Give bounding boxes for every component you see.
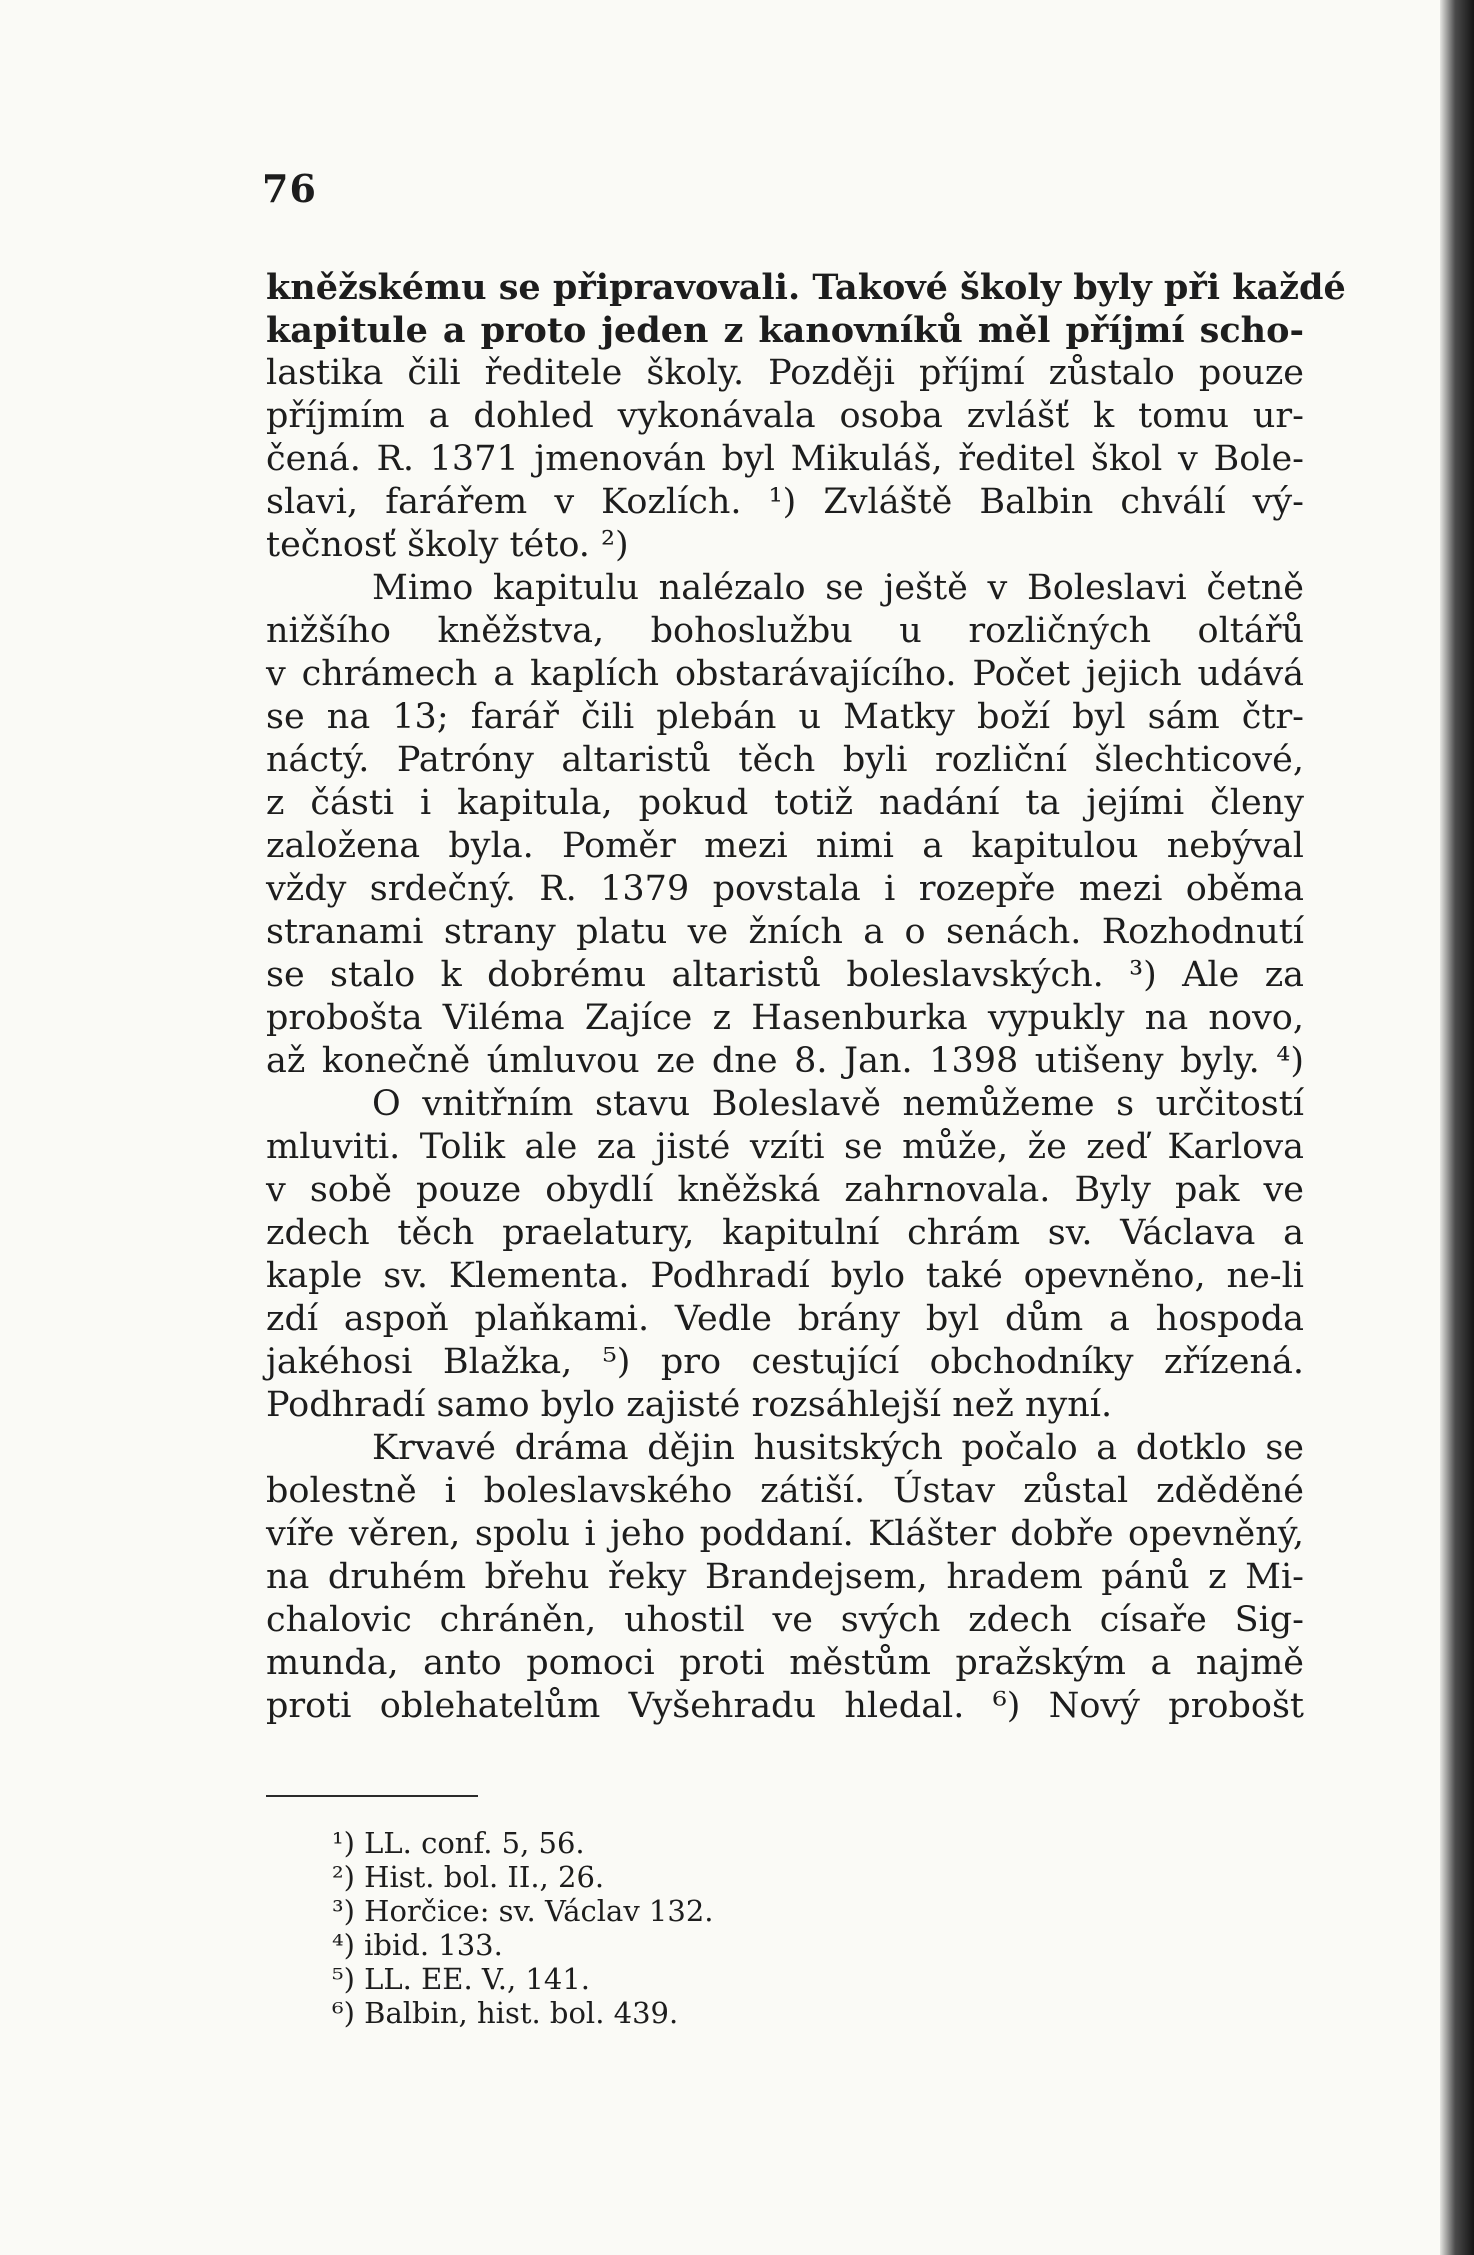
text-line: se stalo k dobrému altaristů boleslavských. ³) Ale za xyxy=(266,955,1304,995)
text-line: lastika čili ředitele školy. Později příjmí zůstalo pouze xyxy=(266,353,1304,393)
footnote: ⁵) LL. EE. V., 141. xyxy=(332,1962,590,1996)
text-line: nižšího kněžstva, bohoslužbu u rozličných oltářů xyxy=(266,611,1304,651)
text-line: Krvavé dráma dějin husitských počalo a dotklo se xyxy=(372,1428,1304,1468)
page-number: 76 xyxy=(262,166,317,211)
text-line: v chrámech a kaplích obstarávajícího. Počet jejich udává xyxy=(266,654,1304,694)
text-line: se na 13; farář čili plebán u Matky boží byl sám čtr- xyxy=(266,697,1304,737)
text-line: kněžskému se připravovali. Takové školy byly při každé xyxy=(266,267,1346,308)
text-line: čená. R. 1371 jmenován byl Mikuláš, ředitel škol v Bole- xyxy=(266,439,1304,479)
text-line: kaple sv. Klementa. Podhradí bylo také opevněno, ne-li xyxy=(266,1256,1304,1296)
text-line: vždy srdečný. R. 1379 povstala i rozepře mezi oběma xyxy=(266,869,1304,909)
text-line: kapitule a proto jeden z kanovníků měl příjmí scho- xyxy=(266,310,1304,351)
footnote-divider xyxy=(266,1795,478,1797)
text-line: Mimo kapitulu nalézalo se ještě v Boleslavi četně xyxy=(372,568,1304,608)
text-line: mluviti. Tolik ale za jisté vzíti se může, že zeď Karlova xyxy=(266,1127,1304,1167)
text-line: až konečně úmluvou ze dne 8. Jan. 1398 utišeny byly. ⁴) xyxy=(266,1041,1304,1081)
text-line: z části i kapitula, pokud totiž nadání ta jejími členy xyxy=(266,783,1304,823)
text-line: proti oblehatelům Vyšehradu hledal. ⁶) Nový probošt xyxy=(266,1686,1304,1726)
text-line: příjmím a dohled vykonávala osoba zvlášť k tomu ur- xyxy=(266,396,1304,436)
footnote: ¹) LL. conf. 5, 56. xyxy=(332,1826,585,1860)
page-edge-shadow xyxy=(1440,0,1474,2255)
text-line: tečnosť školy této. ²) xyxy=(266,525,629,565)
text-line: slavi, farářem v Kozlích. ¹) Zvláště Balbin chválí vý- xyxy=(266,482,1304,522)
footnote: ⁴) ibid. 133. xyxy=(332,1928,503,1962)
text-line: O vnitřním stavu Boleslavě nemůžeme s určitostí xyxy=(372,1084,1304,1124)
footnote: ³) Horčice: sv. Václav 132. xyxy=(332,1894,714,1928)
text-line: zdí aspoň plaňkami. Vedle brány byl dům a hospoda xyxy=(266,1299,1304,1339)
text-line: založena byla. Poměr mezi nimi a kapitulou nebýval xyxy=(266,826,1304,866)
text-line: na druhém břehu řeky Brandejsem, hradem pánů z Mi- xyxy=(266,1557,1304,1597)
text-line: zdech těch praelatury, kapitulní chrám sv. Václava a xyxy=(266,1213,1304,1253)
text-line: jakéhosi Blažka, ⁵) pro cestující obchodníky zřízená. xyxy=(266,1342,1304,1382)
text-line: Podhradí samo bylo zajisté rozsáhlejší než nyní. xyxy=(266,1385,1113,1425)
text-line: v sobě pouze obydlí kněžská zahrnovala. Byly pak ve xyxy=(266,1170,1304,1210)
text-line: probošta Viléma Zajíce z Hasenburka vypukly na novo, xyxy=(266,998,1304,1038)
text-line: munda, anto pomoci proti městům pražským a najmě xyxy=(266,1643,1304,1683)
body-text xyxy=(266,266,1346,1728)
text-line: víře věren, spolu i jeho poddaní. Klášter dobře opevněný, xyxy=(266,1514,1304,1554)
footnotes xyxy=(332,1826,714,2030)
footnote: ⁶) Balbin, hist. bol. 439. xyxy=(332,1996,679,2030)
footnote: ²) Hist. bol. II., 26. xyxy=(332,1860,605,1894)
text-line: chalovic chráněn, uhostil ve svých zdech císaře Sig- xyxy=(266,1600,1304,1640)
text-line: náctý. Patróny altaristů těch byli rozliční šlechticové, xyxy=(266,740,1304,780)
text-line: stranami strany platu ve žních a o senách. Rozhodnutí xyxy=(266,912,1304,952)
text-line: bolestně i boleslavského zátiší. Ústav zůstal zděděné xyxy=(266,1471,1304,1511)
